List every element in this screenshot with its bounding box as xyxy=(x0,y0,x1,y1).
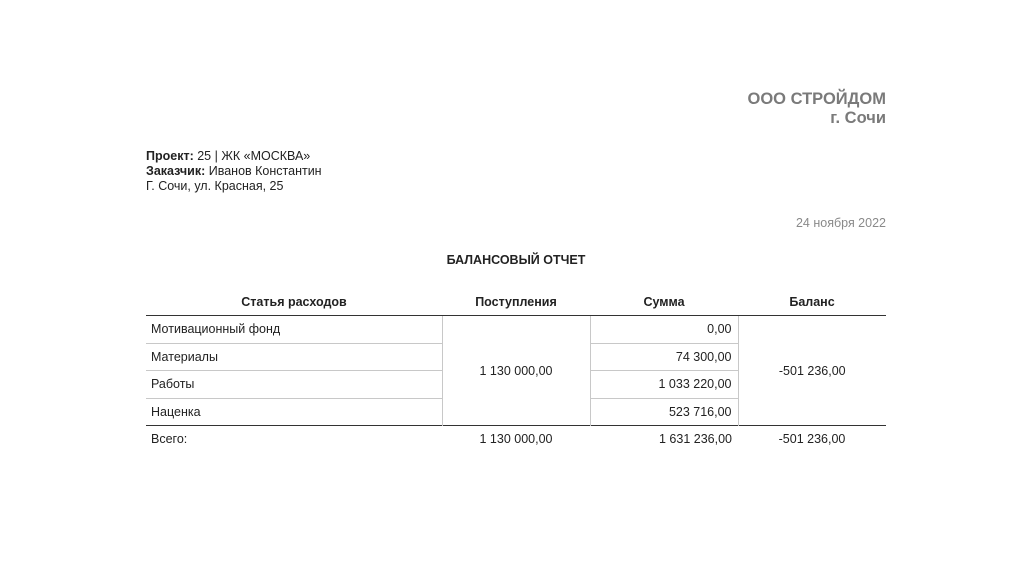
income-cell: 1 130 000,00 xyxy=(442,316,590,426)
balance-cell: -501 236,00 xyxy=(778,363,846,378)
row-sum: 0,00 xyxy=(590,316,738,344)
total-row xyxy=(146,426,886,453)
table-header-row xyxy=(146,289,886,316)
header-sum: Сумма xyxy=(590,289,738,316)
client-line xyxy=(146,164,322,179)
table-row xyxy=(146,316,886,344)
header-expense-item: Статья расходов xyxy=(146,289,442,316)
project-line xyxy=(146,149,322,164)
header-income: Поступления xyxy=(442,289,590,316)
total-sum: 1 631 236,00 xyxy=(590,426,738,453)
project-value: 25 | ЖК «МОСКВА» xyxy=(197,149,311,163)
row-name: Материалы xyxy=(146,343,442,371)
report-date: 24 ноября 2022 xyxy=(795,216,886,230)
header-balance: Баланс xyxy=(738,289,886,316)
row-name: Работы xyxy=(146,371,442,399)
row-sum: 74 300,00 xyxy=(590,343,738,371)
client-label: Заказчик: xyxy=(146,164,206,178)
total-balance: -501 236,00 xyxy=(738,426,886,453)
row-sum: 523 716,00 xyxy=(590,398,738,426)
company-city: г. Сочи xyxy=(830,109,886,127)
address-line: Г. Сочи, ул. Красная, 25 xyxy=(146,179,284,193)
total-label: Всего: xyxy=(146,426,442,453)
project-info xyxy=(146,149,322,194)
report-title: БАЛАНСОВЫЙ ОТЧЕТ xyxy=(446,253,586,267)
balance-table xyxy=(146,289,886,452)
row-name: Наценка xyxy=(151,404,201,419)
total-income: 1 130 000,00 xyxy=(442,426,590,453)
row-name: Мотивационный фонд xyxy=(146,316,442,344)
company-header xyxy=(748,90,887,128)
client-value: Иванов Константин xyxy=(208,164,322,178)
row-sum: 1 033 220,00 xyxy=(590,371,738,399)
project-label: Проект: xyxy=(146,149,194,163)
company-name: ООО СТРОЙДОМ xyxy=(747,90,886,108)
